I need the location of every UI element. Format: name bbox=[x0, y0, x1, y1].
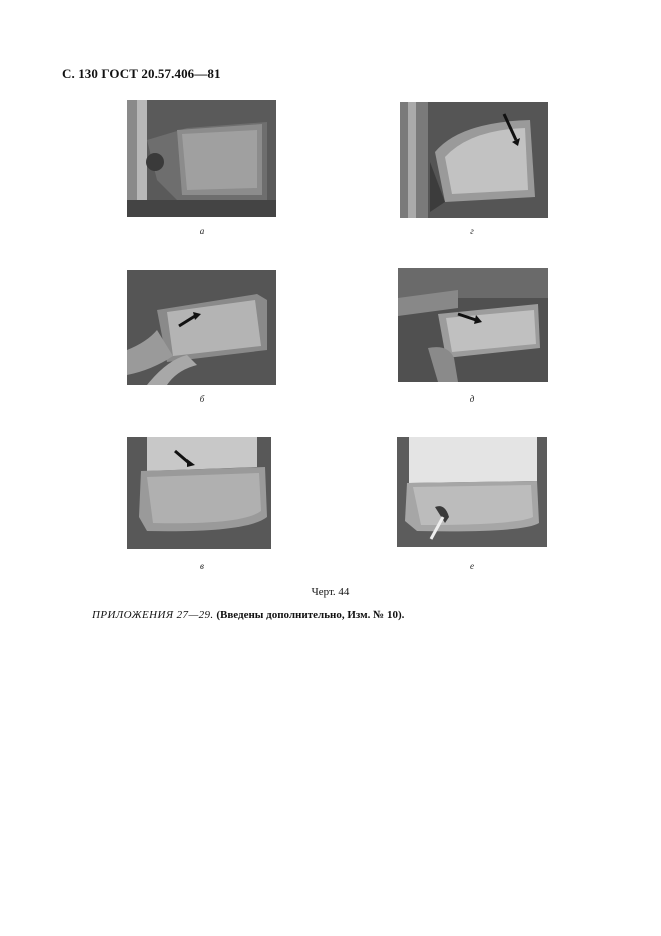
micrograph-e bbox=[397, 437, 547, 547]
caption-d: д bbox=[469, 394, 475, 404]
appendix-bold: (Введены дополнительно, Изм. № 10). bbox=[216, 609, 405, 621]
micrograph-g bbox=[400, 102, 548, 218]
caption-g: г bbox=[470, 226, 474, 236]
appendix-note bbox=[92, 609, 404, 621]
micrograph-d bbox=[398, 268, 548, 382]
caption-e: е bbox=[470, 561, 474, 571]
caption-a: а bbox=[199, 226, 205, 236]
micrograph-a bbox=[127, 100, 276, 217]
figure-title: Черт. 44 bbox=[311, 586, 350, 598]
caption-v: в bbox=[200, 561, 204, 571]
caption-b: б bbox=[199, 394, 205, 404]
page-header: С. 130 ГОСТ 20.57.406—81 bbox=[62, 66, 221, 81]
micrograph-v bbox=[127, 437, 271, 549]
appendix-italic: ПРИЛОЖЕНИЯ 27—29. bbox=[92, 609, 214, 621]
micrograph-b bbox=[127, 270, 276, 385]
